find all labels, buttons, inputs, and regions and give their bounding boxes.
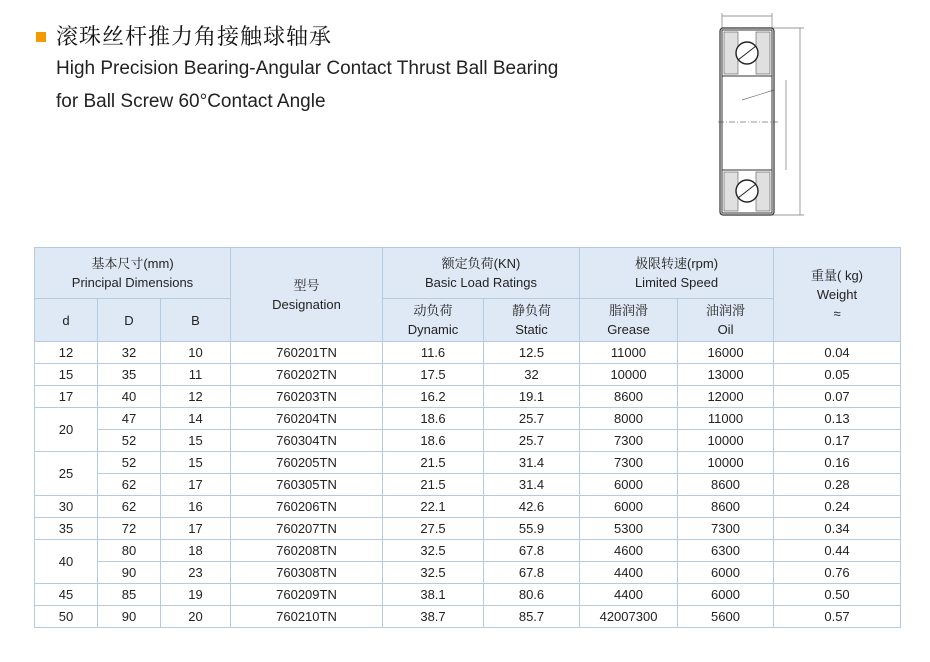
cell-d: 45	[35, 584, 98, 606]
cell-weight: 0.50	[774, 584, 901, 606]
cell-grease: 4400	[580, 584, 678, 606]
cell-oil: 13000	[678, 364, 774, 386]
cell-designation: 760208TN	[231, 540, 383, 562]
cell-designation: 760205TN	[231, 452, 383, 474]
cell-dynamic: 27.5	[383, 518, 484, 540]
table-row	[35, 430, 901, 452]
cell-oil: 11000	[678, 408, 774, 430]
cell-grease: 4400	[580, 562, 678, 584]
table-row	[35, 496, 901, 518]
oil-header: 油润滑 Oil	[678, 299, 774, 342]
cell-B: 20	[161, 606, 231, 628]
cell-D: 72	[98, 518, 161, 540]
cell-designation: 760209TN	[231, 584, 383, 606]
cell-oil: 16000	[678, 342, 774, 364]
cell-grease: 10000	[580, 364, 678, 386]
cell-D: 85	[98, 584, 161, 606]
cell-B: 14	[161, 408, 231, 430]
table-row	[35, 606, 901, 628]
cell-static: 42.6	[484, 496, 580, 518]
cell-d: 50	[35, 606, 98, 628]
cell-D: 90	[98, 606, 161, 628]
cell-d: 30	[35, 496, 98, 518]
cell-oil: 8600	[678, 474, 774, 496]
cell-dynamic: 21.5	[383, 474, 484, 496]
cell-B: 15	[161, 452, 231, 474]
cell-grease: 6000	[580, 496, 678, 518]
cell-d: 15	[35, 364, 98, 386]
cell-oil: 5600	[678, 606, 774, 628]
cell-weight: 0.07	[774, 386, 901, 408]
cell-grease: 8000	[580, 408, 678, 430]
cell-weight: 0.34	[774, 518, 901, 540]
cell-weight: 0.13	[774, 408, 901, 430]
orange-bullet-icon	[36, 32, 46, 42]
cell-grease: 4600	[580, 540, 678, 562]
cell-oil: 6000	[678, 562, 774, 584]
cell-static: 80.6	[484, 584, 580, 606]
weight-header: 重量( kg) Weight ≈	[774, 248, 901, 342]
designation-header: 型号 Designation	[231, 248, 383, 342]
bearing-spec-table	[34, 247, 901, 628]
cell-oil: 6000	[678, 584, 774, 606]
cell-dynamic: 17.5	[383, 364, 484, 386]
cell-static: 31.4	[484, 474, 580, 496]
static-header: 静负荷 Static	[484, 299, 580, 342]
d-header: d	[35, 299, 98, 342]
cell-weight: 0.28	[774, 474, 901, 496]
cell-B: 18	[161, 540, 231, 562]
cell-dynamic: 18.6	[383, 430, 484, 452]
cell-grease: 7300	[580, 430, 678, 452]
table-row	[35, 562, 901, 584]
cell-D: 52	[98, 452, 161, 474]
cell-oil: 6300	[678, 540, 774, 562]
cell-oil: 8600	[678, 496, 774, 518]
title-english-line2: for Ball Screw 60°Contact Angle	[56, 91, 326, 112]
cell-grease: 8600	[580, 386, 678, 408]
cell-dynamic: 32.5	[383, 540, 484, 562]
cell-D: 80	[98, 540, 161, 562]
cell-static: 67.8	[484, 562, 580, 584]
cell-static: 25.7	[484, 430, 580, 452]
cell-dynamic: 18.6	[383, 408, 484, 430]
cell-weight: 0.44	[774, 540, 901, 562]
title-row	[36, 20, 558, 51]
grease-header: 脂润滑 Grease	[580, 299, 678, 342]
cell-d: 20	[35, 408, 98, 452]
cell-weight: 0.16	[774, 452, 901, 474]
table-row	[35, 408, 901, 430]
cell-oil: 12000	[678, 386, 774, 408]
cell-designation: 760206TN	[231, 496, 383, 518]
cell-D: 62	[98, 496, 161, 518]
cell-dynamic: 38.1	[383, 584, 484, 606]
title-english-line1: High Precision Bearing-Angular Contact Thrust Ball Bearing	[56, 58, 559, 79]
table-row	[35, 386, 901, 408]
cell-dynamic: 11.6	[383, 342, 484, 364]
cell-oil: 7300	[678, 518, 774, 540]
table-row	[35, 342, 901, 364]
page-header	[36, 20, 558, 117]
cell-D: 52	[98, 430, 161, 452]
cell-B: 23	[161, 562, 231, 584]
cell-static: 19.1	[484, 386, 580, 408]
cell-weight: 0.05	[774, 364, 901, 386]
cell-d: 35	[35, 518, 98, 540]
cell-D: 62	[98, 474, 161, 496]
cell-dynamic: 21.5	[383, 452, 484, 474]
table-row	[35, 540, 901, 562]
cell-d: 17	[35, 386, 98, 408]
cell-dynamic: 32.5	[383, 562, 484, 584]
principal-dimensions-header: 基本尺寸(mm) Principal Dimensions	[35, 248, 231, 299]
cell-D: 35	[98, 364, 161, 386]
title-chinese: 滚珠丝杆推力角接触球轴承	[56, 25, 333, 50]
cell-B: 17	[161, 518, 231, 540]
cell-weight: 0.24	[774, 496, 901, 518]
cell-B: 19	[161, 584, 231, 606]
cell-oil: 10000	[678, 452, 774, 474]
cell-designation: 760305TN	[231, 474, 383, 496]
D-header: D	[98, 299, 161, 342]
cell-D: 32	[98, 342, 161, 364]
cell-designation: 760207TN	[231, 518, 383, 540]
cell-weight: 0.57	[774, 606, 901, 628]
cell-static: 25.7	[484, 408, 580, 430]
cell-designation: 760201TN	[231, 342, 383, 364]
cell-B: 15	[161, 430, 231, 452]
table-row	[35, 364, 901, 386]
B-header: B	[161, 299, 231, 342]
dynamic-header: 动负荷 Dynamic	[383, 299, 484, 342]
cell-dynamic: 22.1	[383, 496, 484, 518]
cell-static: 55.9	[484, 518, 580, 540]
cell-grease: 11000	[580, 342, 678, 364]
table-row	[35, 474, 901, 496]
cell-designation: 760203TN	[231, 386, 383, 408]
cell-static: 12.5	[484, 342, 580, 364]
cell-static: 85.7	[484, 606, 580, 628]
cell-B: 11	[161, 364, 231, 386]
cell-d: 12	[35, 342, 98, 364]
table-row	[35, 452, 901, 474]
bearing-cross-section-icon	[712, 10, 812, 220]
cell-oil: 10000	[678, 430, 774, 452]
cell-designation: 760210TN	[231, 606, 383, 628]
cell-grease: 7300	[580, 452, 678, 474]
cell-B: 12	[161, 386, 231, 408]
cell-designation: 760202TN	[231, 364, 383, 386]
cell-designation: 760308TN	[231, 562, 383, 584]
cell-grease: 6000	[580, 474, 678, 496]
cell-D: 90	[98, 562, 161, 584]
cell-dynamic: 16.2	[383, 386, 484, 408]
table-row	[35, 518, 901, 540]
cell-weight: 0.17	[774, 430, 901, 452]
cell-designation: 760304TN	[231, 430, 383, 452]
cell-B: 10	[161, 342, 231, 364]
cell-d: 40	[35, 540, 98, 584]
basic-load-ratings-header: 额定负荷(KN) Basic Load Ratings	[383, 248, 580, 299]
cell-dynamic: 38.7	[383, 606, 484, 628]
cell-static: 67.8	[484, 540, 580, 562]
cell-weight: 0.04	[774, 342, 901, 364]
table-row	[35, 584, 901, 606]
cell-weight: 0.76	[774, 562, 901, 584]
cell-grease: 42007300	[580, 606, 678, 628]
cell-designation: 760204TN	[231, 408, 383, 430]
cell-static: 32	[484, 364, 580, 386]
cell-static: 31.4	[484, 452, 580, 474]
cell-grease: 5300	[580, 518, 678, 540]
cell-D: 40	[98, 386, 161, 408]
cell-B: 16	[161, 496, 231, 518]
cell-B: 17	[161, 474, 231, 496]
cell-D: 47	[98, 408, 161, 430]
limited-speed-header: 极限转速(rpm) Limited Speed	[580, 248, 774, 299]
cell-d: 25	[35, 452, 98, 496]
